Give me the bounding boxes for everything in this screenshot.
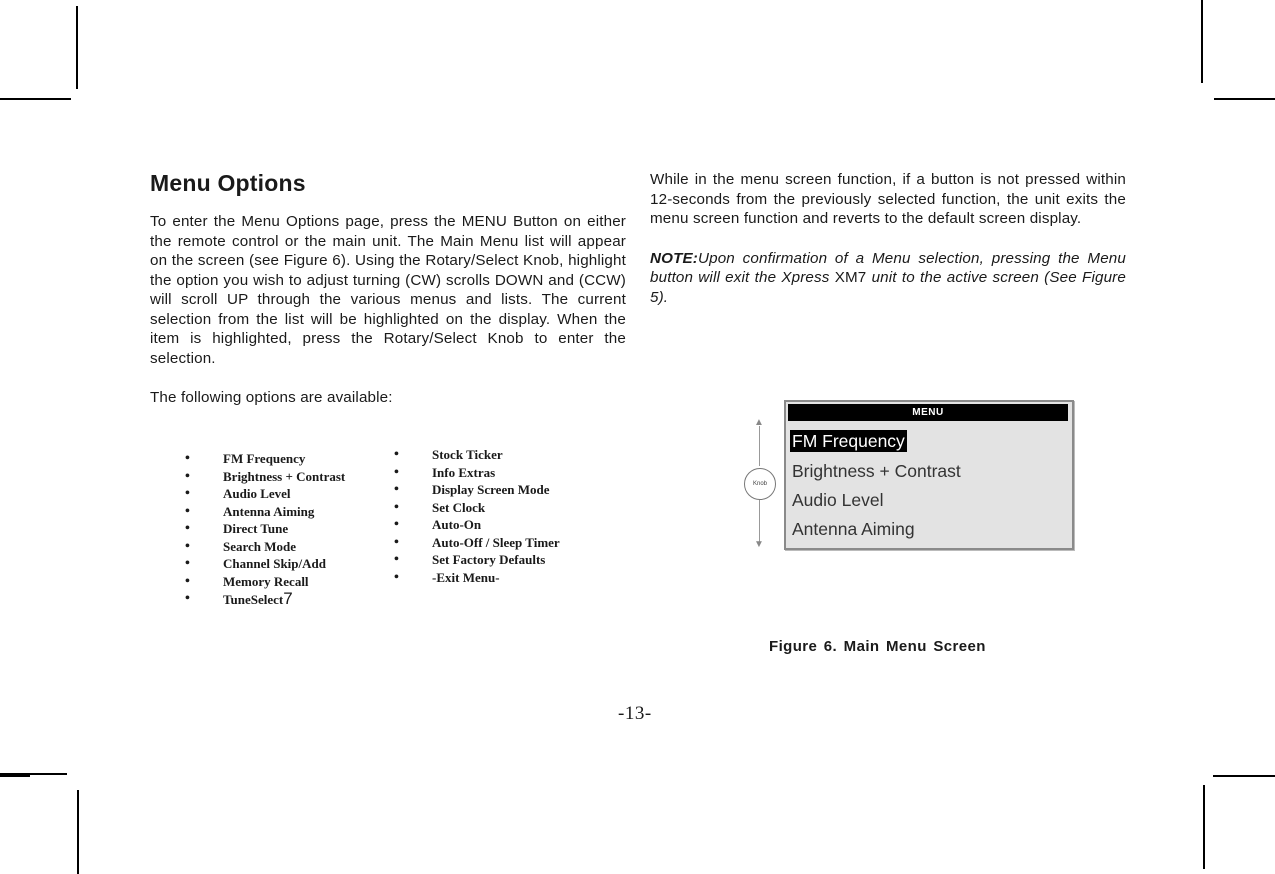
note-model: XM7 bbox=[834, 269, 867, 286]
option-label: Audio Level bbox=[223, 486, 291, 501]
bullet-icon: • bbox=[185, 591, 190, 606]
figure-caption: Figure 6. Main Menu Screen bbox=[769, 638, 986, 655]
bullet-icon: • bbox=[185, 451, 190, 466]
option-label: Brightness + Contrast bbox=[223, 468, 346, 484]
menu-item: Audio Level bbox=[792, 490, 884, 510]
crop-mark bbox=[1214, 98, 1275, 100]
bullet-icon: • bbox=[394, 499, 399, 515]
bullet-icon: • bbox=[394, 464, 399, 480]
left-column bbox=[150, 170, 626, 408]
menu-screen bbox=[784, 400, 1074, 550]
option-label: Memory Recall bbox=[223, 573, 309, 589]
bullet-icon: • bbox=[394, 517, 399, 532]
option-label: Channel Skip/Add bbox=[223, 556, 326, 571]
crop-mark bbox=[0, 774, 30, 777]
bullet-icon: • bbox=[185, 521, 190, 536]
option-item bbox=[185, 485, 345, 503]
down-arrow-icon: ▼ bbox=[754, 539, 764, 550]
bullet-icon: • bbox=[394, 534, 399, 550]
section-heading: Menu Options bbox=[150, 170, 306, 196]
option-item bbox=[185, 555, 345, 573]
option-item bbox=[185, 590, 345, 608]
option-item bbox=[394, 551, 560, 569]
option-label: Search Mode bbox=[223, 538, 297, 554]
crop-mark bbox=[1213, 775, 1275, 777]
menu-item: Antenna Aiming bbox=[792, 519, 915, 539]
option-label: Direct Tune bbox=[223, 521, 289, 536]
menu-item: FM Frequency bbox=[792, 431, 905, 451]
options-intro: The following options are available: bbox=[150, 389, 393, 406]
bullet-icon: • bbox=[185, 468, 190, 484]
option-label: Set Factory Defaults bbox=[432, 552, 546, 567]
option-item bbox=[394, 534, 560, 552]
bullet-icon: • bbox=[185, 538, 190, 554]
option-label: Stock Ticker bbox=[432, 447, 503, 462]
note-text: Upon confirmation of a Menu selection, pressing the Menu button will exit the Xpress bbox=[650, 249, 1126, 286]
crop-mark bbox=[1201, 0, 1203, 83]
option-item bbox=[185, 520, 345, 538]
bullet-icon: • bbox=[185, 556, 190, 571]
option-item bbox=[394, 499, 560, 517]
bullet-icon: • bbox=[185, 486, 190, 501]
bullet-icon: • bbox=[394, 552, 399, 567]
option-label: Set Clock bbox=[432, 499, 486, 515]
knob-icon: Knob bbox=[744, 468, 776, 500]
scroll-down-line bbox=[759, 500, 760, 542]
bullet-icon: • bbox=[394, 447, 399, 462]
option-label: Auto-On bbox=[432, 517, 482, 532]
option-item bbox=[394, 569, 560, 587]
right-column bbox=[650, 170, 1126, 307]
option-label: TuneSelect bbox=[223, 592, 284, 607]
bullet-icon: • bbox=[185, 503, 190, 519]
crop-mark bbox=[0, 98, 71, 100]
main-menu-figure bbox=[740, 396, 1085, 556]
option-item bbox=[185, 503, 345, 521]
note-text-end: unit to the active screen (See Figure 5). bbox=[650, 269, 1126, 306]
bullet-icon: • bbox=[394, 569, 399, 585]
option-item bbox=[394, 481, 560, 499]
crop-mark bbox=[76, 6, 78, 89]
option-suffix: 7 bbox=[283, 589, 293, 608]
options-list-right bbox=[394, 446, 560, 586]
menu-title-bar: MENU bbox=[788, 404, 1068, 421]
page-number: -13- bbox=[618, 703, 652, 724]
intro-paragraph: To enter the Menu Options page, press the MENU Button on either the remote control or the main unit. The Main Menu list will appear on the screen (see Figure 6). Using the Rotary/Select Knob, highlight the option you wish to adjust turning (CW) scrolls DOWN and (CCW) will scroll UP through the various menus and lists. The current selection from the list will be highlighted on the display. When the item is highlighted, press the Rotary/Select Knob to enter the selection. bbox=[150, 213, 626, 367]
note-label: NOTE: bbox=[650, 249, 698, 267]
crop-mark bbox=[77, 790, 79, 874]
scroll-up-line bbox=[759, 426, 760, 466]
up-arrow-icon: ▲ bbox=[754, 417, 764, 428]
option-label: -Exit Menu- bbox=[432, 569, 500, 585]
option-item bbox=[185, 468, 345, 486]
timeout-paragraph: While in the menu screen function, if a button is not pressed within 12-seconds from the previously selected function, the unit exits the menu screen function and reverts to the default screen display. bbox=[650, 171, 1126, 227]
option-item bbox=[394, 516, 560, 534]
options-list-left bbox=[185, 450, 345, 608]
option-label: FM Frequency bbox=[223, 451, 306, 466]
option-label: Display Screen Mode bbox=[432, 482, 550, 497]
option-item bbox=[185, 538, 345, 556]
option-item bbox=[185, 573, 345, 591]
option-item bbox=[394, 446, 560, 464]
bullet-icon: • bbox=[185, 573, 190, 589]
note-paragraph bbox=[650, 249, 1126, 308]
option-item bbox=[394, 464, 560, 482]
option-label: Auto-Off / Sleep Timer bbox=[432, 534, 560, 550]
option-label: Antenna Aiming bbox=[223, 503, 315, 519]
option-item bbox=[185, 450, 345, 468]
bullet-icon: • bbox=[394, 482, 399, 497]
crop-mark bbox=[1203, 785, 1205, 869]
menu-item: Brightness + Contrast bbox=[792, 461, 961, 481]
option-label: Info Extras bbox=[432, 464, 496, 480]
